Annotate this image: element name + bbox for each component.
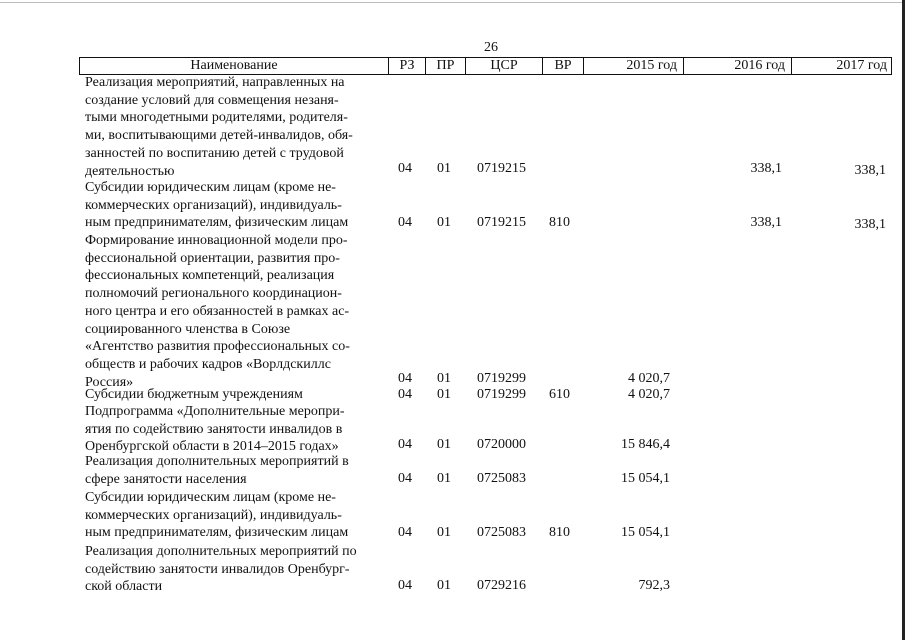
row-4-2015: 15 846,4	[621, 437, 670, 452]
header-pr: ПР	[425, 57, 465, 75]
header-csr: ЦСР	[465, 57, 542, 75]
row-4-csr: 0720000	[477, 437, 526, 452]
header-name: Наименование	[79, 57, 388, 75]
row-4-pr: 01	[437, 437, 451, 452]
row-1-rz: 04	[398, 215, 412, 230]
row-6-pr: 01	[437, 525, 451, 540]
row-2-2015: 4 020,7	[628, 371, 670, 386]
row-7-csr: 0729216	[477, 578, 526, 593]
row-1-2017: 338,1	[854, 217, 886, 232]
row-5-rz: 04	[398, 471, 412, 486]
row-0-2017: 338,1	[854, 163, 886, 178]
row-2-name: Формирование инновационной модели про- фессиональной ориентации, развития про- фессиональных компетенций, реализация полномочий регионального координацион- ного центра и его обязанностей в рамках ас- социированного членства в Союзе «Агентство развития профессиональных со- обществ и рабочих кадров «Ворлдскиллс Россия»	[85, 233, 350, 390]
row-0-name: Реализация мероприятий, направленных на создание условий для совмещения незаня- тыми многодетными родителями, родителя- ми, воспитывающими детей-инвалидов, обя- занностей по воспитанию детей с трудовой деятельностью	[85, 75, 353, 179]
row-0-csr: 0719215	[477, 161, 526, 176]
header-2015: 2015 год	[583, 57, 683, 75]
row-1-csr: 0719215	[477, 215, 526, 230]
row-6-vr: 810	[549, 525, 570, 540]
header-vr: ВР	[542, 57, 583, 75]
page-number: 26	[484, 40, 498, 55]
row-5-csr: 0725083	[477, 471, 526, 486]
row-1-pr: 01	[437, 215, 451, 230]
table-header	[79, 57, 892, 75]
header-2017: 2017 год	[791, 57, 892, 75]
row-2-csr: 0719299	[477, 371, 526, 386]
row-4-rz: 04	[398, 437, 412, 452]
row-7-pr: 01	[437, 578, 451, 593]
row-5-pr: 01	[437, 471, 451, 486]
row-7-2015: 792,3	[638, 578, 670, 593]
row-1-name: Субсидии юридическим лицам (кроме не- коммерческих организаций), индивидуаль- ным предпринимателям, физическим лицам	[85, 180, 349, 231]
row-4-name: Подпрограмма «Дополнительные меропри- ятия по содействию занятости инвалидов в Оренбургской области в 2014–2015 годах»	[85, 404, 345, 455]
row-0-rz: 04	[398, 161, 412, 176]
row-6-name: Субсидии юридическим лицам (кроме не- коммерческих организаций), индивидуаль- ным предпринимателям, физическим лицам	[85, 490, 349, 541]
row-3-name: Субсидии бюджетным учреждениям	[85, 387, 303, 402]
row-5-name: Реализация дополнительных мероприятий в сфере занятости населения	[85, 454, 349, 487]
row-0-2016: 338,1	[750, 161, 782, 176]
row-2-rz: 04	[398, 371, 412, 386]
row-3-pr: 01	[437, 387, 451, 402]
row-7-name: Реализация дополнительных мероприятий по содействию занятости инвалидов Оренбург- ской области	[85, 544, 357, 595]
row-2-pr: 01	[437, 371, 451, 386]
row-6-csr: 0725083	[477, 525, 526, 540]
row-0-pr: 01	[437, 161, 451, 176]
row-6-rz: 04	[398, 525, 412, 540]
scan-edge-line	[0, 2, 905, 3]
row-6-2015: 15 054,1	[621, 525, 670, 540]
row-7-rz: 04	[398, 578, 412, 593]
row-3-vr: 610	[549, 387, 570, 402]
row-3-rz: 04	[398, 387, 412, 402]
row-3-2015: 4 020,7	[628, 387, 670, 402]
header-rz: РЗ	[388, 57, 425, 75]
row-1-vr: 810	[549, 215, 570, 230]
row-1-2016: 338,1	[750, 215, 782, 230]
row-5-2015: 15 054,1	[621, 471, 670, 486]
row-3-csr: 0719299	[477, 387, 526, 402]
header-2016: 2016 год	[683, 57, 791, 75]
